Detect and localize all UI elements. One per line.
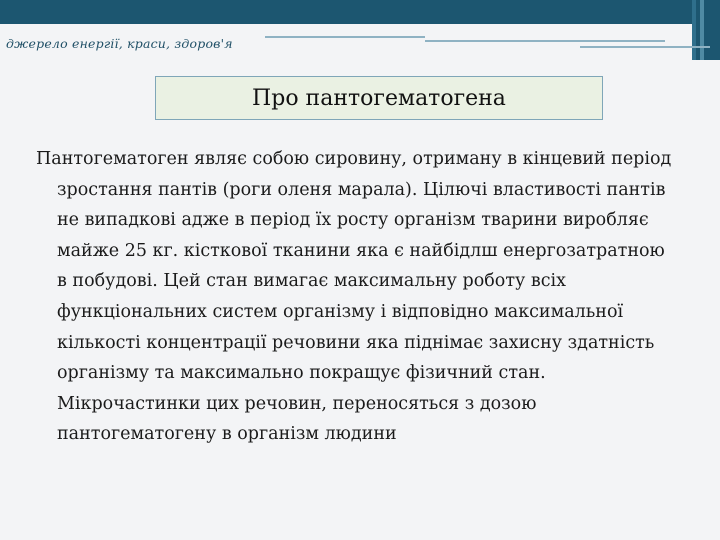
slide-title-box	[155, 76, 603, 120]
header-rule-mid	[425, 40, 665, 42]
body-line: кількості концентрації речовини яка піднімає захисну здатність	[57, 332, 655, 353]
header-rule-left	[265, 36, 425, 38]
body-line: не випадкові адже в період їх росту організм тварини виробляє	[57, 210, 649, 231]
body-line: в побудові. Цей стан вимагає максимальну роботу всіх	[57, 271, 566, 292]
body-line: організму та максимально покращує фізичний стан.	[57, 363, 546, 384]
body-line: Пантогематоген являє собою сировину, отриману в кінцевий період	[36, 149, 672, 169]
header-rule-right	[580, 46, 710, 48]
body-line: зростання пантів (роги оленя марала). Цілючі властивості пантів	[57, 179, 666, 200]
header-tagline: джерело енергії, краси, здоров'я	[6, 36, 233, 51]
slide-title: Про пантогематогена	[252, 85, 506, 111]
body-line: функціональних систем організму і відповідно максимальної	[57, 301, 624, 322]
body-line: Мікрочастинки цих речовин, переносяться з дозою	[57, 393, 537, 414]
header-band	[0, 0, 720, 24]
slide-body	[36, 144, 696, 450]
header-accent-stripes	[692, 0, 720, 60]
body-line: пантогематогену в організм людини	[57, 424, 397, 445]
body-line: майже 25 кг. кісткової тканини яка є найбідлш енергозатратною	[57, 240, 665, 261]
